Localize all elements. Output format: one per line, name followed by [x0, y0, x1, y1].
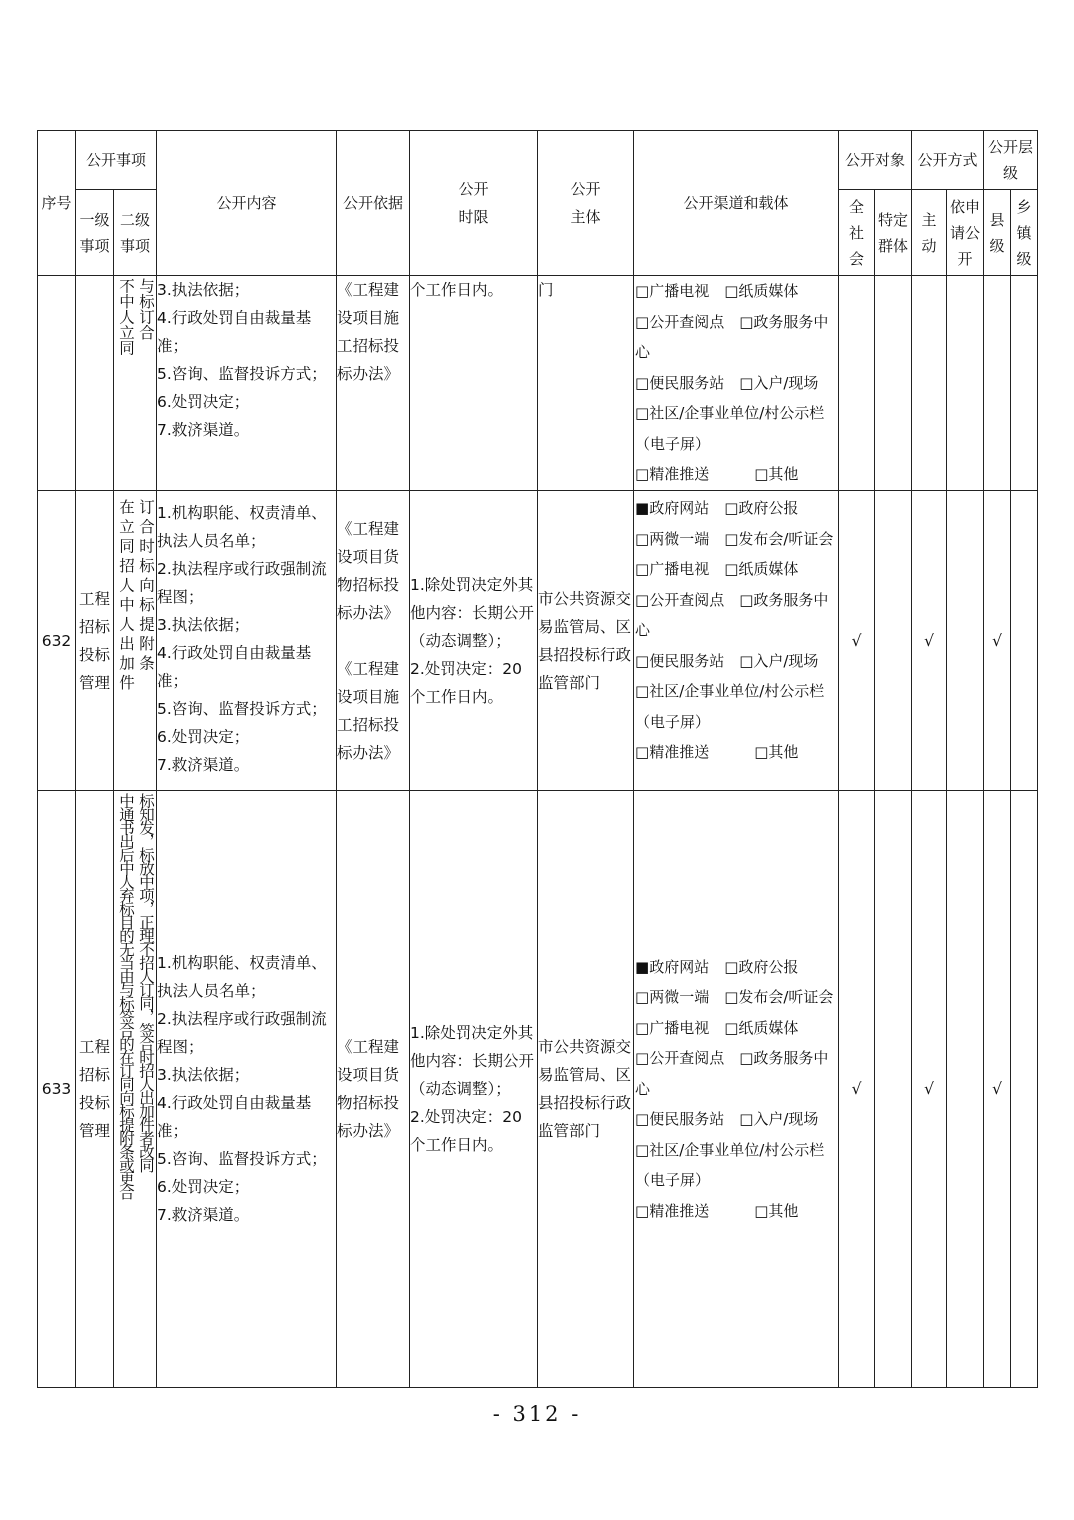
row-basis: 《工程建设项目施工招标投标办法》	[337, 276, 410, 491]
header-mode-group: 公开方式	[912, 131, 984, 190]
row-content: 1.机构职能、权责清单、执法人员名单； 2.执法程序或行政强制流程图； 3.执法依据； 4.行政处罚自由裁量基准； 5.咨询、监督投诉方式； 6.处罚决定； 7.救济渠道。	[157, 791, 337, 1388]
row-mode-request	[947, 276, 984, 491]
row-subject: 门	[538, 276, 634, 491]
header-level-group: 公开层 级	[984, 131, 1038, 190]
header-object-specific: 特定 群体	[875, 190, 912, 276]
row-level1: 工程招标投标管理	[76, 791, 114, 1388]
row-seq: 633	[38, 791, 76, 1388]
row-mode-request	[947, 791, 984, 1388]
row-level-county: √	[984, 491, 1011, 791]
header-content: 公开内容	[157, 131, 337, 276]
disclosure-table	[37, 130, 1038, 1388]
row-level-town	[1011, 791, 1038, 1388]
row-seq: 632	[38, 491, 76, 791]
table-row	[38, 491, 1038, 791]
header-level-town: 乡 镇 级	[1011, 190, 1038, 276]
row-content: 3.执法依据； 4.行政处罚自由裁量基准； 5.咨询、监督投诉方式； 6.处罚决定； 7.救济渠道。	[157, 276, 337, 491]
row-object-all: √	[839, 491, 875, 791]
row-level2	[114, 276, 157, 491]
row-channels: □广播电视 □纸质媒体 □公开查阅点 □政务服务中心 □便民服务站 □入户/现场 □社区/企事业单位/村公示栏（电子屏） □精准推送 □其他	[634, 276, 839, 491]
row-mode-request	[947, 491, 984, 791]
row-level2-col1: 中通书出后中人弃标目的无当由与标签合的在订同向标提附条或更合	[117, 793, 136, 1198]
header-basis: 公开依据	[337, 131, 410, 276]
page-number: - 312 -	[492, 1402, 582, 1426]
header-level-county: 县 级	[984, 190, 1011, 276]
header-object-all: 全 社 会	[839, 190, 875, 276]
row-object-specific	[875, 791, 912, 1388]
row-level2-col2: 订合时标向标提附条	[137, 499, 156, 675]
row-level-town	[1011, 276, 1038, 491]
row-object-specific	[875, 276, 912, 491]
row-channels: ■政府网站 □政府公报 □两微一端 □发布会/听证会 □广播电视 □纸质媒体 □公开查阅点 □政务服务中心 □便民服务站 □入户/现场 □社区/企事业单位/村公示栏（电子屏） □精准推送 □其他	[634, 491, 839, 791]
row-subject: 市公共资源交易监管局、区县招投标行政监管部门	[538, 791, 634, 1388]
header-time-limit: 公开 时限	[410, 131, 538, 276]
row-content: 1.机构职能、权责清单、执法人员名单； 2.执法程序或行政强制流程图； 3.执法依据； 4.行政处罚自由裁量基准； 5.咨询、监督投诉方式； 6.处罚决定； 7.救济渠道。	[157, 491, 337, 791]
row-level1: 工程招标投标管理	[76, 491, 114, 791]
header-object-group: 公开对象	[839, 131, 912, 190]
header-channel: 公开渠道和载体	[634, 131, 839, 276]
table-row	[38, 276, 1038, 491]
row-level1	[76, 276, 114, 491]
row-basis: 《工程建设项目货物招标投标办法》 《工程建设项目施工招标投标办法》	[337, 491, 410, 791]
row-basis: 《工程建设项目货物招标投标办法》	[337, 791, 410, 1388]
row-level2-col2: 与标订合	[137, 278, 156, 340]
row-level2-col2: 标知发，标放中项，正理不招人订同，签合时招人出加件者改同	[137, 793, 156, 1171]
row-object-all	[839, 276, 875, 491]
header-mode-active: 主 动	[912, 190, 947, 276]
header-subject: 公开 主体	[538, 131, 634, 276]
header-mode-request: 依申 请公 开	[947, 190, 984, 276]
row-level2	[114, 791, 157, 1388]
row-time-limit: 个工作日内。	[410, 276, 538, 491]
row-level2	[114, 491, 157, 791]
row-time-limit: 1.除处罚决定外其他内容：长期公开（动态调整）； 2.处罚决定：20个工作日内。	[410, 491, 538, 791]
row-time-limit: 1.除处罚决定外其他内容：长期公开（动态调整）； 2.处罚决定：20个工作日内。	[410, 791, 538, 1388]
row-seq	[38, 276, 76, 491]
row-level2-col1: 在立同招人中人出加件	[117, 499, 136, 694]
row-mode-active	[912, 276, 947, 491]
row-level-town	[1011, 491, 1038, 791]
row-level-county: √	[984, 791, 1011, 1388]
header-level2: 二级 事项	[114, 190, 157, 276]
row-subject: 市公共资源交易监管局、区县招投标行政监管部门	[538, 491, 634, 791]
row-object-specific	[875, 491, 912, 791]
row-mode-active: √	[912, 791, 947, 1388]
table-row	[38, 791, 1038, 1388]
header-item-group: 公开事项	[76, 131, 157, 190]
header-level1: 一级 事项	[76, 190, 114, 276]
row-mode-active: √	[912, 491, 947, 791]
row-object-all: √	[839, 791, 875, 1388]
header-seq: 序号	[38, 131, 76, 276]
row-level-county	[984, 276, 1011, 491]
row-channels: ■政府网站 □政府公报 □两微一端 □发布会/听证会 □广播电视 □纸质媒体 □公开查阅点 □政务服务中心 □便民服务站 □入户/现场 □社区/企事业单位/村公示栏（电子屏） □精准推送 □其他	[634, 791, 839, 1388]
row-level2-col1: 不中人立同	[117, 278, 136, 356]
